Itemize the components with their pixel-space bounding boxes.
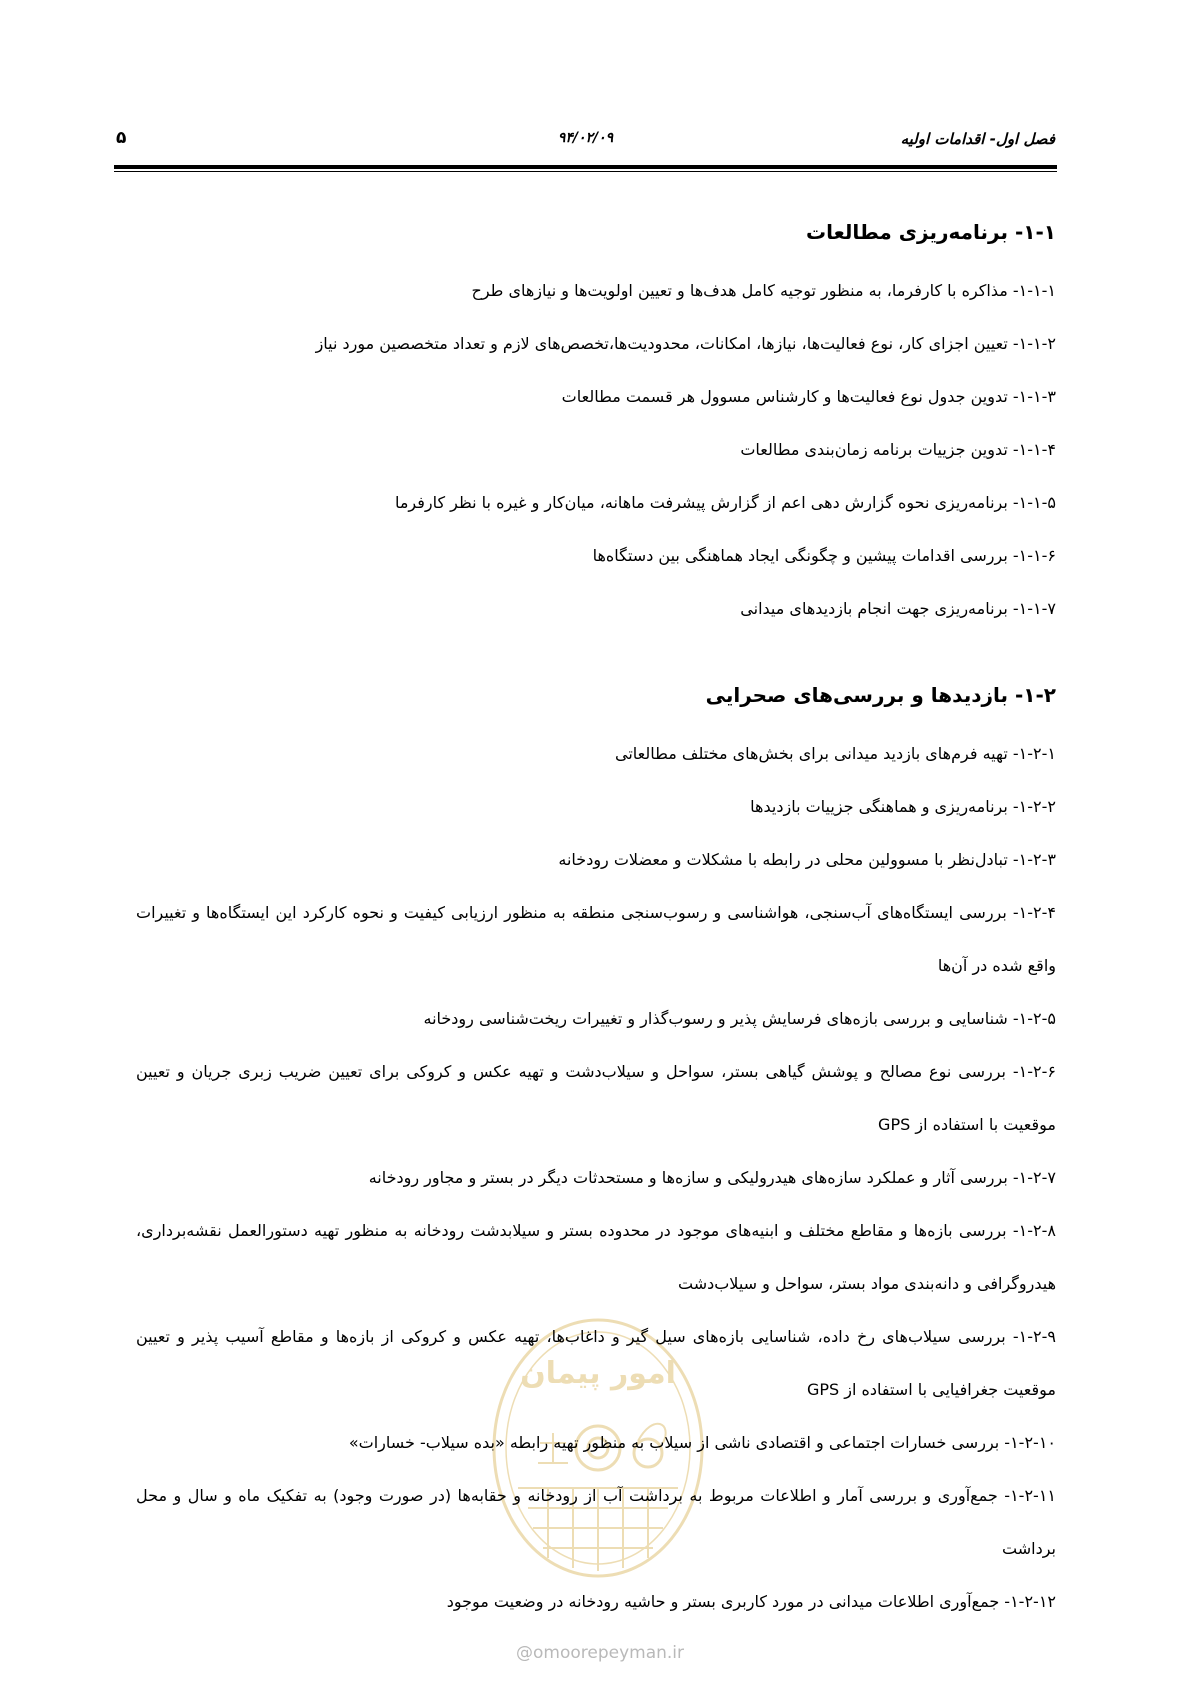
section-1-item: ۱-۱-۷- برنامه‌ریزی جهت انجام بازدیدهای میدانی	[740, 599, 1056, 618]
section-2-item: ۱-۲-۳- تبادل‌نظر با مسوولین محلی در رابطه با مشکلات و معضلات رودخانه	[558, 850, 1056, 869]
section-2-item: ۱-۲-۵- شناسایی و بررسی بازه‌های فرسایش پذیر و رسوب‌گذار و تغییرات ریخت‌شناسی رودخانه	[423, 1009, 1056, 1028]
section-2-item: ۱-۲-۶- بررسی نوع مصالح و پوشش گیاهی بستر، سواحل و سیلاب‌دشت و تهیه عکس و کروکی برای تعیین ضریب زبری جریان و تعیین موقعیت با استفاده از GPS	[136, 1062, 1056, 1134]
header-rule-thick	[114, 165, 1057, 169]
watermark-url: @omoorepeyman.ir	[515, 1643, 685, 1663]
section-1-item: ۱-۱-۴- تدوین جزییات برنامه زمان‌بندی مطالعات	[740, 440, 1056, 459]
section-1-item: ۱-۱-۶- بررسی اقدامات پیشین و چگونگی ایجاد هماهنگی بین دستگاه‌ها	[592, 546, 1056, 565]
watermark-text: امور پیمان	[520, 1356, 676, 1391]
section-2-item: ۱-۲-۱- تهیه فرم‌های بازدید میدانی برای بخش‌های مختلف مطالعاتی	[615, 744, 1056, 763]
section-1-item: ۱-۱-۲- تعیین اجزای کار، نوع فعالیت‌ها، نیازها، امکانات، محدودیت‌ها،تخصص‌های لازم و تعداد متخصصین مورد نیاز	[315, 334, 1056, 353]
section-2-item: ۱-۲-۸- بررسی بازه‌ها و مقاطع مختلف و ابنیه‌های موجود در محدوده بستر و سیلابدشت رودخانه به منظور تهیه دستورالعمل نقشه‌برداری، هیدروگرافی و دانه‌بندی مواد بستر، سواحل و سیلاب‌دشت	[136, 1221, 1056, 1293]
section-2-title: ۱-۲- بازدیدها و بررسی‌های صحرایی	[705, 683, 1056, 707]
document-body	[136, 212, 1056, 1628]
section-2-item: ۱-۲-۱۲- جمع‌آوری اطلاعات میدانی در مورد کاربری بستر و حاشیه رودخانه در وضعیت موجود	[446, 1592, 1056, 1611]
page-number: ۵	[116, 128, 127, 148]
chapter-title: فصل اول- اقدامات اولیه	[900, 130, 1055, 148]
section-2-item: ۱-۲-۲- برنامه‌ریزی و هماهنگی جزییات بازدیدها	[750, 797, 1056, 816]
section-2-item: ۱-۲-۷- بررسی آثار و عملکرد سازه‌های هیدرولیکی و سازه‌ها و مستحدثات دیگر در بستر و مجاور رودخانه	[368, 1168, 1056, 1187]
section-2-item: ۱-۲-۹- بررسی سیلاب‌های رخ داده، شناسایی بازه‌های سیل گیر و داغاب‌ها، تهیه عکس و کروکی از بازه‌ها و مقاطع آسیب پذیر و تعیین موقعیت جغرافیایی با استفاده از GPS	[136, 1327, 1056, 1399]
section-2-item: ۱-۲-۱۱- جمع‌آوری و بررسی آمار و اطلاعات مربوط به برداشت آب از رودخانه و حقابه‌ها (در صورت وجود) به تفکیک ماه و سال و محل برداشت	[136, 1486, 1056, 1558]
section-1-item: ۱-۱-۳- تدوین جدول نوع فعالیت‌ها و کارشناس مسوول هر قسمت مطالعات	[561, 387, 1056, 406]
section-2-item: ۱-۲-۴- بررسی ایستگاه‌های آب‌سنجی، هواشناسی و رسوب‌سنجی منطقه به منظور ارزیابی کیفیت و نحوه کارکرد این ایستگاه‌ها و تغییرات واقع شده در آن‌ها	[136, 903, 1056, 975]
section-2-item: ۱-۲-۱۰- بررسی خسارات اجتماعی و اقتصادی ناشی از سیلاب به منظور تهیه رابطه «بده سیلاب- خسارات»	[348, 1433, 1056, 1452]
section-1-title: ۱-۱- برنامه‌ریزی مطالعات	[805, 220, 1056, 244]
document-date: ۹۴/۰۲/۰۹	[557, 130, 614, 146]
page-header	[116, 128, 1055, 158]
section-1-item: ۱-۱-۱- مذاکره با کارفرما، به منظور توجیه کامل هدف‌ها و تعیین اولویت‌ها و نیازهای طرح	[471, 281, 1056, 300]
header-rule-thin	[114, 171, 1057, 172]
section-1-item: ۱-۱-۵- برنامه‌ریزی نحوه گزارش دهی اعم از گزارش پیشرفت ماهانه، میان‌کار و غیره با نظر کارفرما	[394, 493, 1056, 512]
